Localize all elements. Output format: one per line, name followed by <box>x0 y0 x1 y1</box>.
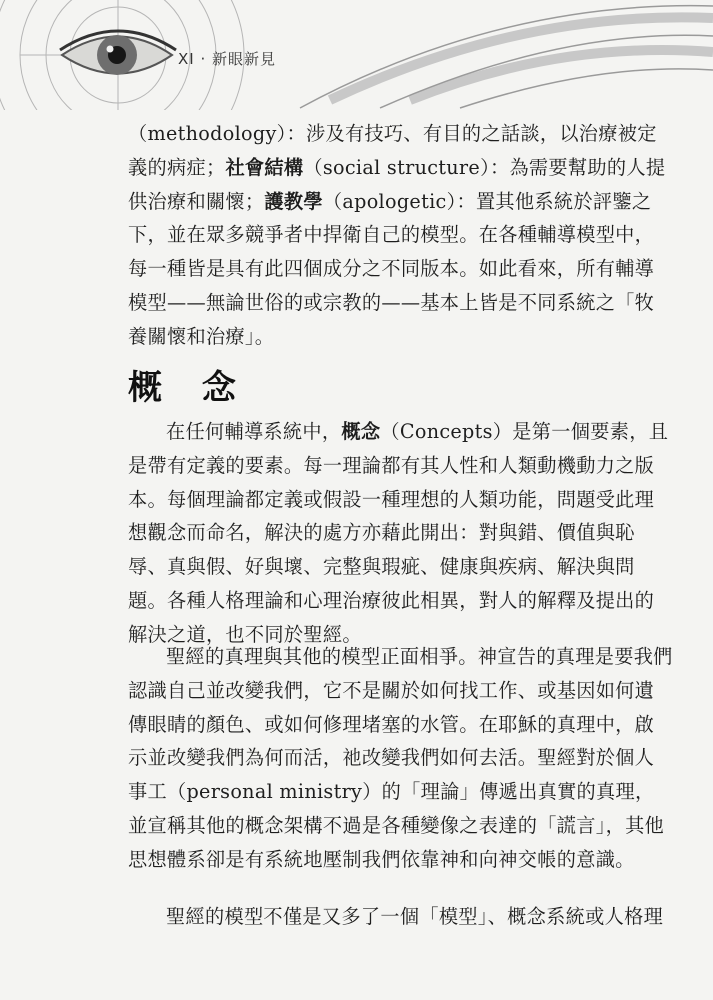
closing-paragraph <box>128 900 673 934</box>
header-eye-graphic <box>0 0 713 110</box>
term-apologetic: 護教學 <box>264 189 323 213</box>
intro-text-2: （social structure）：為需要幫助的人提供治療和關懷； <box>128 155 666 213</box>
intro-text-1: （methodology）：涉及有技巧、有目的之話談，以治療被定義的病症； <box>128 122 657 179</box>
closing-text: 聖經的模型不僅是又多了一個「模型」、概念系統或人格理 <box>166 905 664 928</box>
term-social-structure: 社會結構 <box>225 155 304 179</box>
bleed-through-text <box>505 368 514 393</box>
bible-truth-paragraph <box>128 640 673 877</box>
concepts-paragraph <box>128 415 673 652</box>
bible-truth-text: 聖經的真理與其他的模型正面相爭。神宣告的真理是要我們認識自己並改變我們，它不是關於如何找工作、或基因如何遺傳眼睛的顏色、或如何修理堵塞的水管。在耶穌的真理中，啟示並改變我們為何而活，祂改變我們如何去活。聖經對於個人事工（personal ministry）的「理論」傳遞出真實的真理，並宣稱其他的概念架構不過是各種變像之表達的「謊言」，其他思想體系卻是有系統地壓制我們依靠神和向神交帳的意識。 <box>128 645 673 871</box>
page-header: XI · 新眼新見 <box>178 50 277 68</box>
intro-paragraph <box>128 117 673 354</box>
term-concepts: 概念 <box>341 420 381 443</box>
section-heading-concepts: 概 念 <box>128 368 250 408</box>
intro-text-3: （apologetic）：置其他系統於評鑒之下，並在眾多競爭者中捍衛自己的模型。在各種輔導模型中，每一種皆是具有此四個成分之不同版本。如此看來，所有輔導模型——無論世俗的或宗教的——基本上皆是不同系統之「牧養關懷和治療」。 <box>128 189 655 348</box>
concepts-text-2: （Concepts）是第一個要素，且是帶有定義的要素。每一理論都有其人性和人類動機動力之版本。每個理論都定義或假設一種理想的人類功能，問題受此理想觀念而命名，解決的處方亦藉此開出：對與錯、價值與恥辱、真與假、好與壞、完整與瑕疵、健康與疾病、解決與問題。各種人格理論和心理治療彼此相異，對人的解釋及提出的解決之道，也不同於聖經。 <box>128 420 669 646</box>
concepts-text-1: 在任何輔導系統中， <box>166 420 342 443</box>
